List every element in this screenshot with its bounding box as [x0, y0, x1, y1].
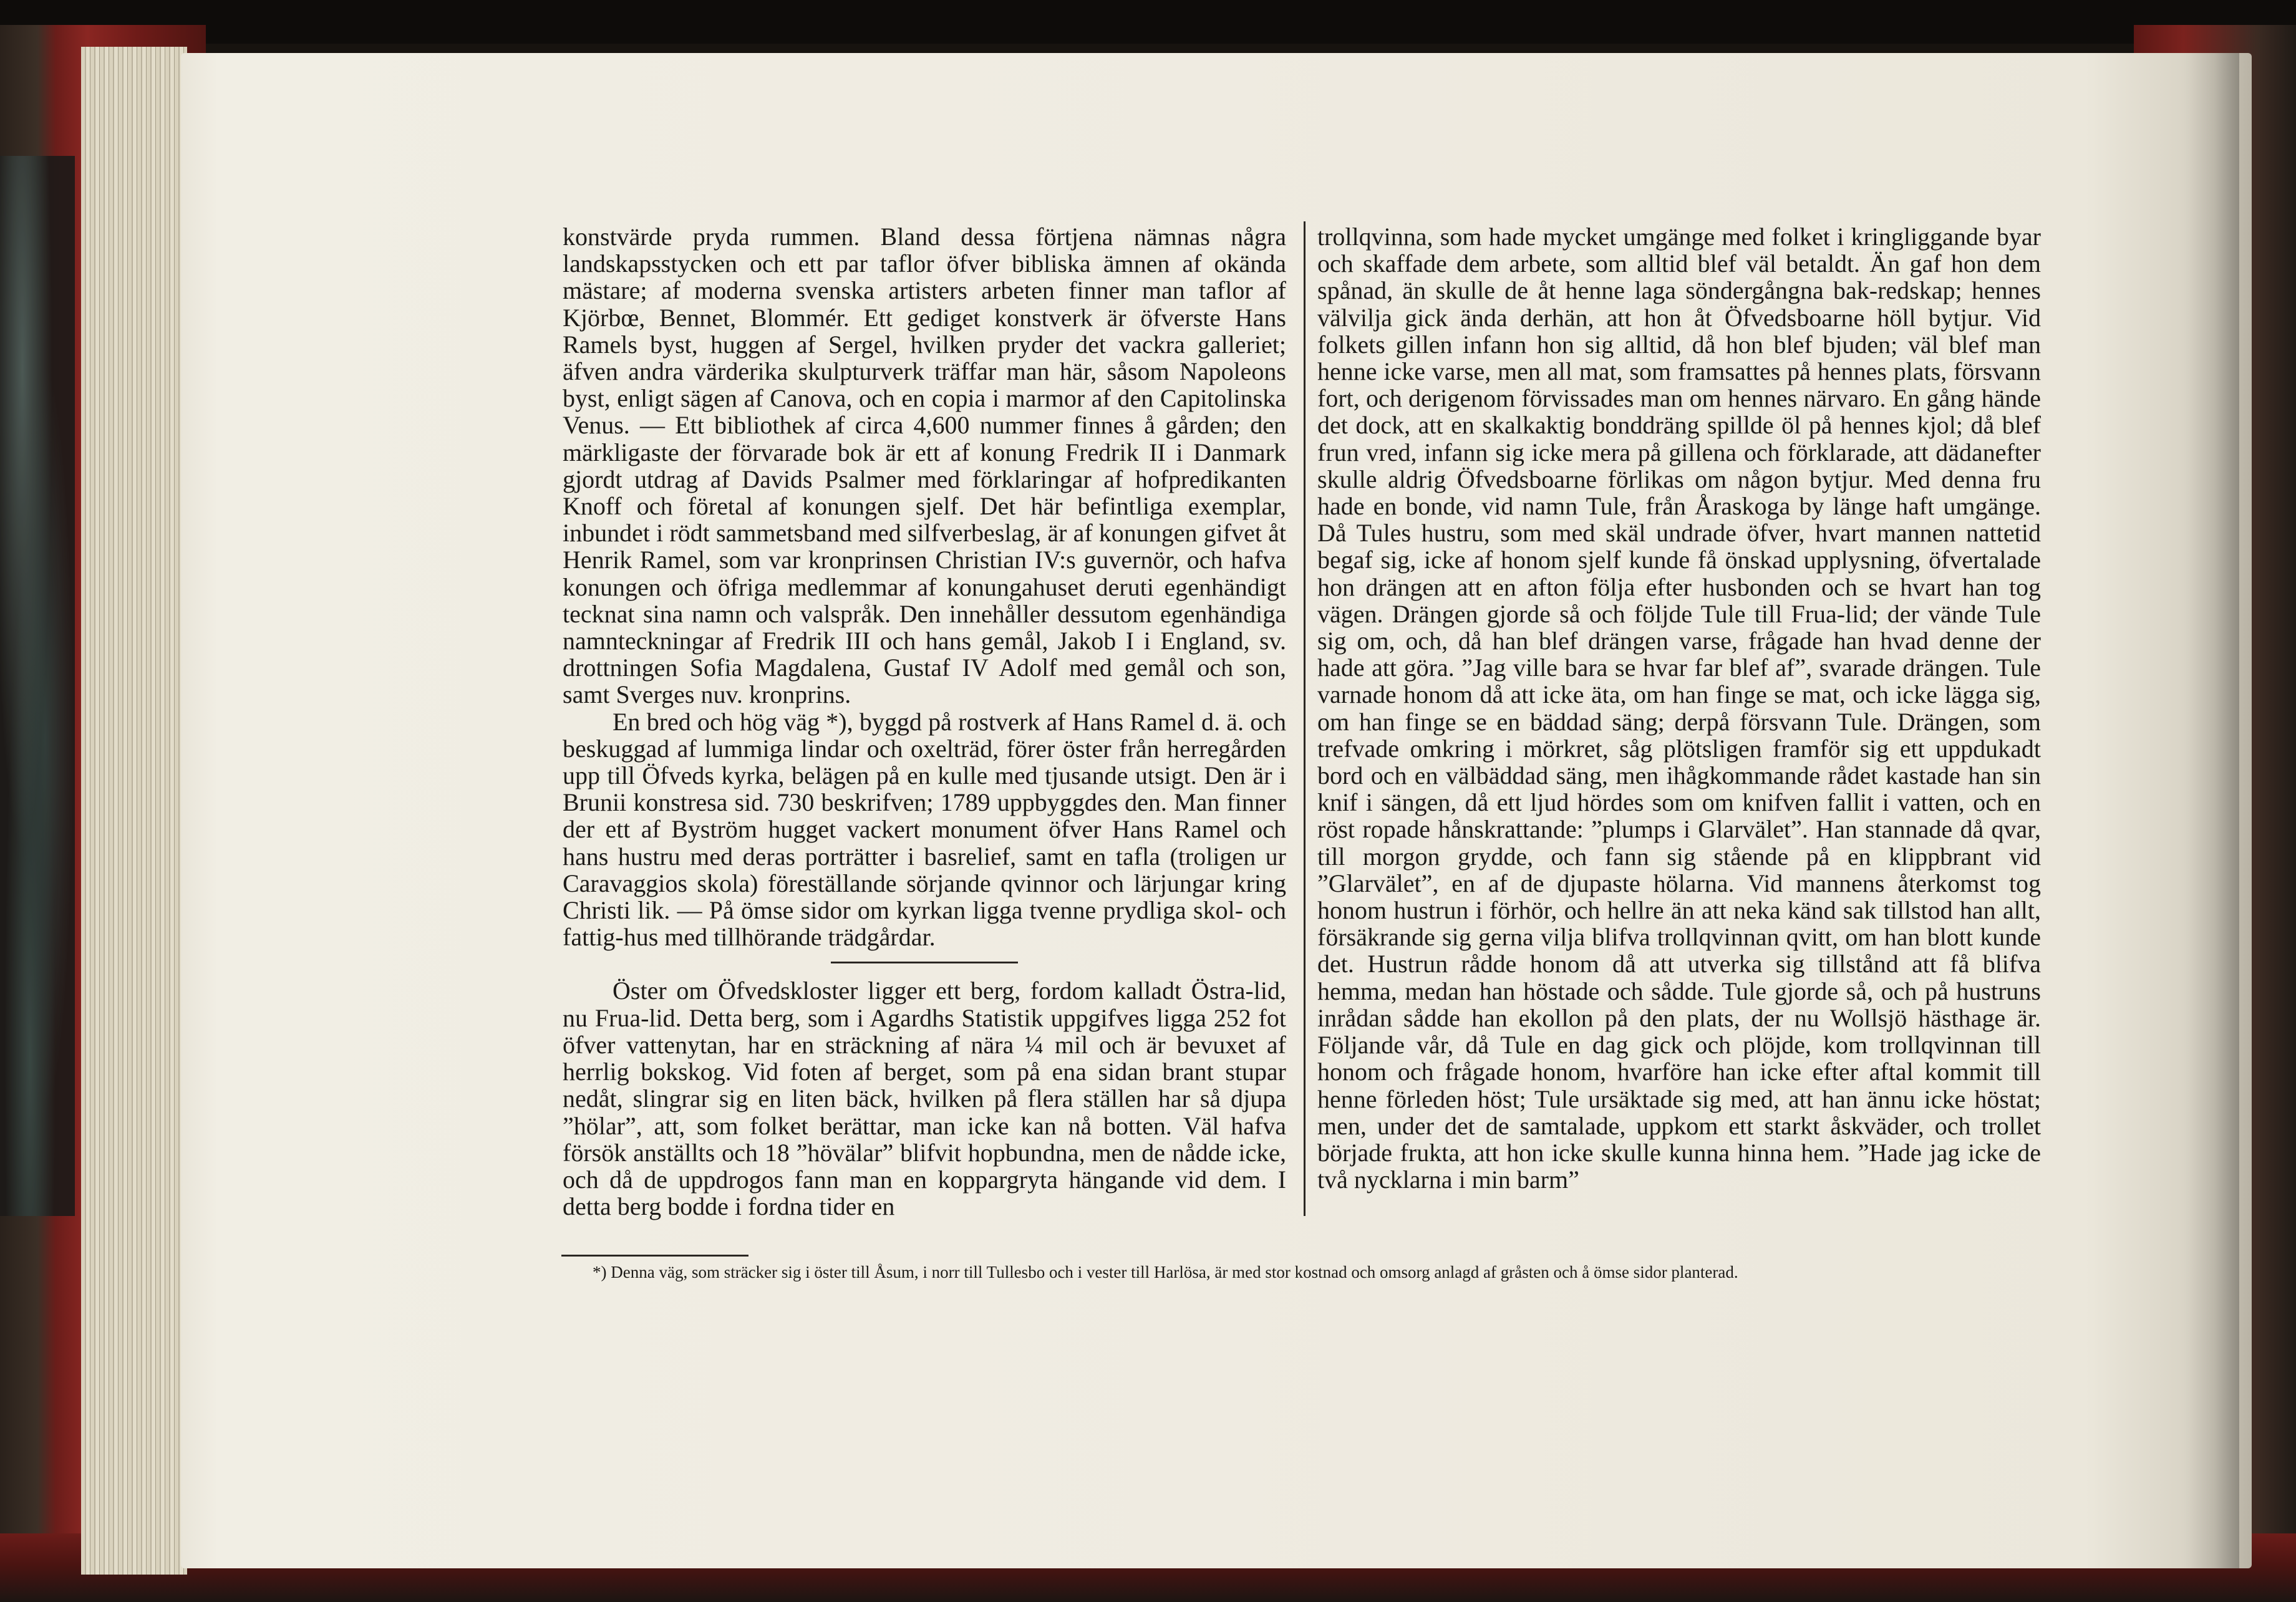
right-paragraph-1: trollqvinna, som hade mycket umgänge med folket i kringliggande byar och skaffade dem arbete, som alltid blef väl betaldt. Än gaf hon dem spånad, än skulle de åt henne laga söndergångna bak-redskap; hennes välvilja gick ända derhän, att hon åt Öfvedsboarne höll bytjur. Vid folkets gillen infann hon sig alltid, då hon blef bjuden; väl blef man henne icke varse, men all mat, som framsattes på hennes plats, försvann fort, och derigenom förvissades man om hennes närvaro. En gång hände det dock, att en skalkaktig bonddräng spillde öl på hennes kjol; då blef frun vred, infann sig icke mera på gillena och förklarade, att dädanefter skulle aldrig Öfvedsboarne förlikas om någon bytjur. Med denna fru hade en bonde, vid namn Tule, från Åraskoga by länge haft umgänge. Då Tules hustru, som med skäl undrade öfver, hvart mannen nattetid begaf sig, icke af honom sjelf kunde få önskad upplysning, öfvertalade hon drängen att en afton följa efter husbonden och se hvart han tog vägen. Drängen gjorde så och följde Tule till Frua-lid; der vände Tule sig om, och, då han blef drängen varse, frågade han hvad denne der hade att göra. ”Jag ville bara se hvar far blef af”, svarade drängen. Tule varnade honom då att icke äta, om han finge se mat, och icke lägga sig, om han finge se en bäddad säng; derpå försvann Tule. Drängen, som trefvade omkring i mörkret, såg plötsligen framför sig ett uppdukadt bord och en välbäddad säng, men ihågkommande rådet kastade han sin knif i sängen, då ett ljud hördes som om knifven fallit i vatten, och en röst ropade hånskrattande: ”plumps i Glarvälet”. Han stannade då qvar, till morgon grydde, och fann sig stående på en klippbrant vid ”Glarvälet”, en af de djupaste hölarna. Vid mannens återkomst tog honom hustrun i förhör, och hellre än att neka känd sak tillstod han allt, försäkrande sig gerna vilja blifva trollqvinnan qvitt, om han blott kunde det. Hustrun rådde honom då att utverka sig tillstånd att få blifva hemma, medan han höstade och sådde. Tule gjorde så, och på hustruns inrådan sådde han ekollon på den plats, der nu Wollsjö hästhage är. Följande vår, då Tule en dag gick och plöjde, kom trollqvinnan till honom och frågade honom, hvarföre han icke efter aftal kommit till henne förleden höst; Tule ursäktade sig med, att han ännu icke höstat; men, under det de samtalade, uppkom ett starkt åskväder, och trollet började frukta, att hon icke skulle kunna hinna hem. ”Hade jag icke de två nycklarna i min barm”	[1317, 223, 2041, 1194]
column-divider	[1304, 221, 1305, 1216]
left-paragraph-1: konstvärde pryda rummen. Bland dessa förtjena nämnas några landskapsstycken och ett par taflor öfver bibliska ämnen af okända mästare; af moderna svenska artisters arbeten finner man taflor af Kjörbœ, Bennet, Blommér. Ett gediget konstverk är öfverste Hans Ramels byst, huggen af Sergel, hvilken pryder det vackra galleriet; äfven andra värderika skulpturverk träffar man här, såsom Napoleons byst, enligt sägen af Canova, och en copia i marmor af den Capitolinska Venus. — Ett bibliothek af circa 4,600 nummer finnes å gården; den märkligaste der förvarade bok är ett af konung Fredrik II i Danmark gjordt utdrag af Davids Psalmer med förklaringar af hofpredikanten Knoff och företal af konungen sjelf. Det här befintliga exemplar, inbundet i rödt sammetsband med silfverbeslag, är af konungen gifvet åt Henrik Ramel, som var kronprinsen Christian IV:s guvernör, och hafva konungen och öfriga medlemmar af konungahuset deruti egenhändigt tecknat sina namn och valspråk. Den innehåller dessutom egenhändiga namnteckningar af Fredrik III och hans gemål, Jakob I i England, sv. drottningen Sofia Magdalena, Gustaf IV Adolf med gemål och son, samt Sverges nuv. kronprins.	[563, 223, 1286, 709]
marbled-endpaper	[0, 156, 75, 1216]
left-paragraph-3: Öster om Öfvedskloster ligger ett berg, fordom kalladt Östra-lid, nu Frua-lid. Detta berg, som i Agardhs Statistik uppgifves ligga 252 fot öfver vattenytan, har en sträckning af nära ¼ mil och är bevuxet af herrlig bokskog. Vid foten af berget, som på ena sidan brant stupar nedåt, slingrar sig en liten bäck, hvilken på flera ställen har så djupa ”hölar”, att, som folket berättar, man icke kan nå botten. Väl hafva försök anställts och 18 ”hövälar” blifvit hopbundna, men de nådde icke, och då de uppdrogos fann man en koppargryta hängande vid dem. I detta berg bodde i fordna tider en	[563, 977, 1286, 1221]
page-gutter-shadow	[2183, 53, 2239, 1568]
page-stack	[81, 47, 187, 1575]
section-divider	[831, 962, 1018, 963]
footnote: *) Denna väg, som sträcker sig i öster till Åsum, i norr till Tullesbo och i vester till Harlösa, är med stor kostnad och omsorg anlagd af gråsten och å ömse sidor planterad.	[593, 1263, 1738, 1281]
footnote-rule	[561, 1255, 748, 1257]
background-shadow	[0, 0, 2296, 44]
left-column	[563, 223, 1286, 1220]
right-column	[1317, 223, 2041, 1193]
left-paragraph-2: En bred och hög väg *), byggd på rostverk af Hans Ramel d. ä. och beskuggad af lummiga lindar och oxelträd, förer öster från herregården upp till Öfveds kyrka, belägen på en kulle med tjusande utsigt. Den är i Brunii konstresa sid. 730 beskrifven; 1789 uppbyggdes den. Man finner der ett af Byström hugget vackert monument öfver Hans Ramel och hans hustru med deras porträtter i basrelief, samt en tafla (troligen ur Caravaggios skola) föreställande sörjande qvinnor och lärjungar kring Christi lik. — På ömse sidor om kyrkan ligga tvenne prydliga skol- och fattig-hus med tillhörande trädgårdar.	[563, 707, 1286, 952]
